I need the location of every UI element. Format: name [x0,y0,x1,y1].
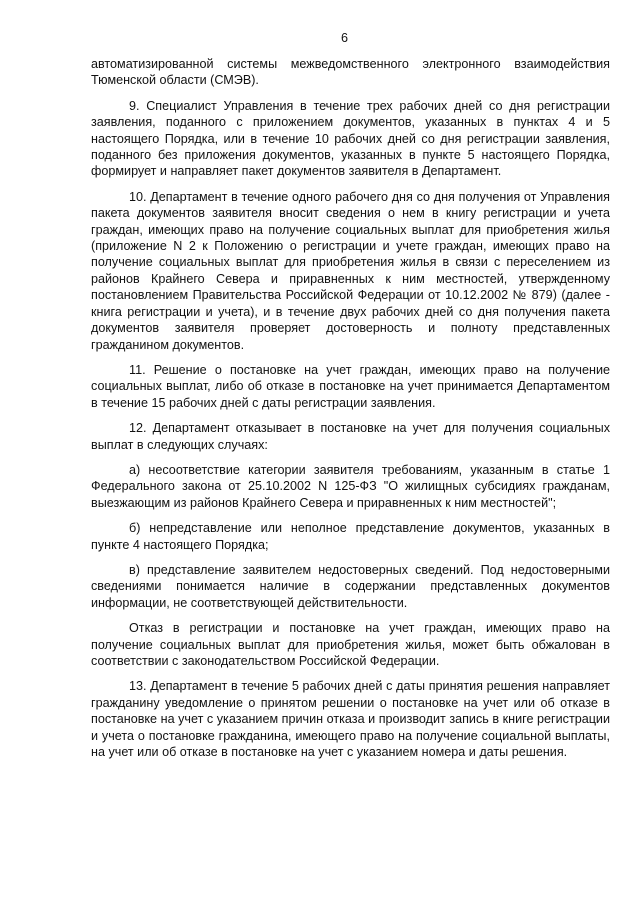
page-number: 6 [340,31,348,45]
paragraph-item-12: 12. Департамент отказывает в постановке на учет для получения социальных выплат в следующих случаях: [91,421,610,452]
paragraph-item-10: 10. Департамент в течение одного рабочего дня со дня получения от Управления пакета документов заявителя вносит сведения о нем в книгу регистрации и учета граждан, имеющих право на получение социальных выплат для приобретения жилья (приложение N 2 к Положению о регистрации и учете граждан, имеющих право на получение социальных выплат для приобретения жилья в связи с переселением из районов Крайнего Севера и приравненных к ним местностей, утвержденному постановлением Правительства Российской Федерации от 10.12.2002 № 879) (далее - книга регистрации и учета), и в течение двух рабочих дней со дня получения пакета документов заявителя проверяет достоверность и полноту представленных гражданином документов. [91,189,610,352]
paragraph-refusal-appeal: Отказ в регистрации и постановке на учет граждан, имеющих право на получение социальных выплат для приобретения жилья, может быть обжалован в соответствии с законодательством Российской Федерации. [91,621,610,668]
paragraph-item-12a: а) несоответствие категории заявителя требованиям, указанным в статье 1 Федерального закона от 25.10.2002 N 125-ФЗ "О жилищных субсидиях гражданам, выезжающим из районов Крайнего Севера и приравненных к ним местностей"; [91,462,610,510]
paragraph-item-13: 13. Департамент в течение 5 рабочих дней с даты принятия решения направляет гражданину уведомление о принятом решении о постановке на учет или об отказе в постановке на учет с указанием причин отказа и производит запись в книге регистрации и учета о постановке гражданина, имеющего право на получение социальной выплаты, на учет или об отказе в постановке на учет с указанием номера и даты решения. [91,679,610,760]
paragraph-item-9: 9. Специалист Управления в течение трех рабочих дней со дня регистрации заявления, поданного с приложением документов, указанных в пунктах 4 и 5 настоящего Порядка, или в течение 10 рабочих дней со дня регистрации заявления, поданного без приложения документов, указанных в пункте 5 настоящего Порядка, формирует и направляет пакет документов заявителя в Департамент. [91,98,610,179]
paragraph-item-12b: б) непредставление или неполное представление документов, указанных в пункте 4 настоящего Порядка; [91,521,610,552]
paragraph-item-12v: в) представление заявителем недостоверных сведений. Под недостоверными сведениями понимается наличие в содержании представленных документов информации, не соответствующей действительности. [91,562,610,610]
paragraph-item-11: 11. Решение о постановке на учет граждан, имеющих право на получение социальных выплат, либо об отказе в постановке на учет принимается Департаментом в течение 15 рабочих дней с даты регистрации заявления. [91,362,610,410]
paragraph-continuation: автоматизированной системы межведомственного электронного взаимодействия Тюменской области (СМЭВ). [91,57,610,88]
